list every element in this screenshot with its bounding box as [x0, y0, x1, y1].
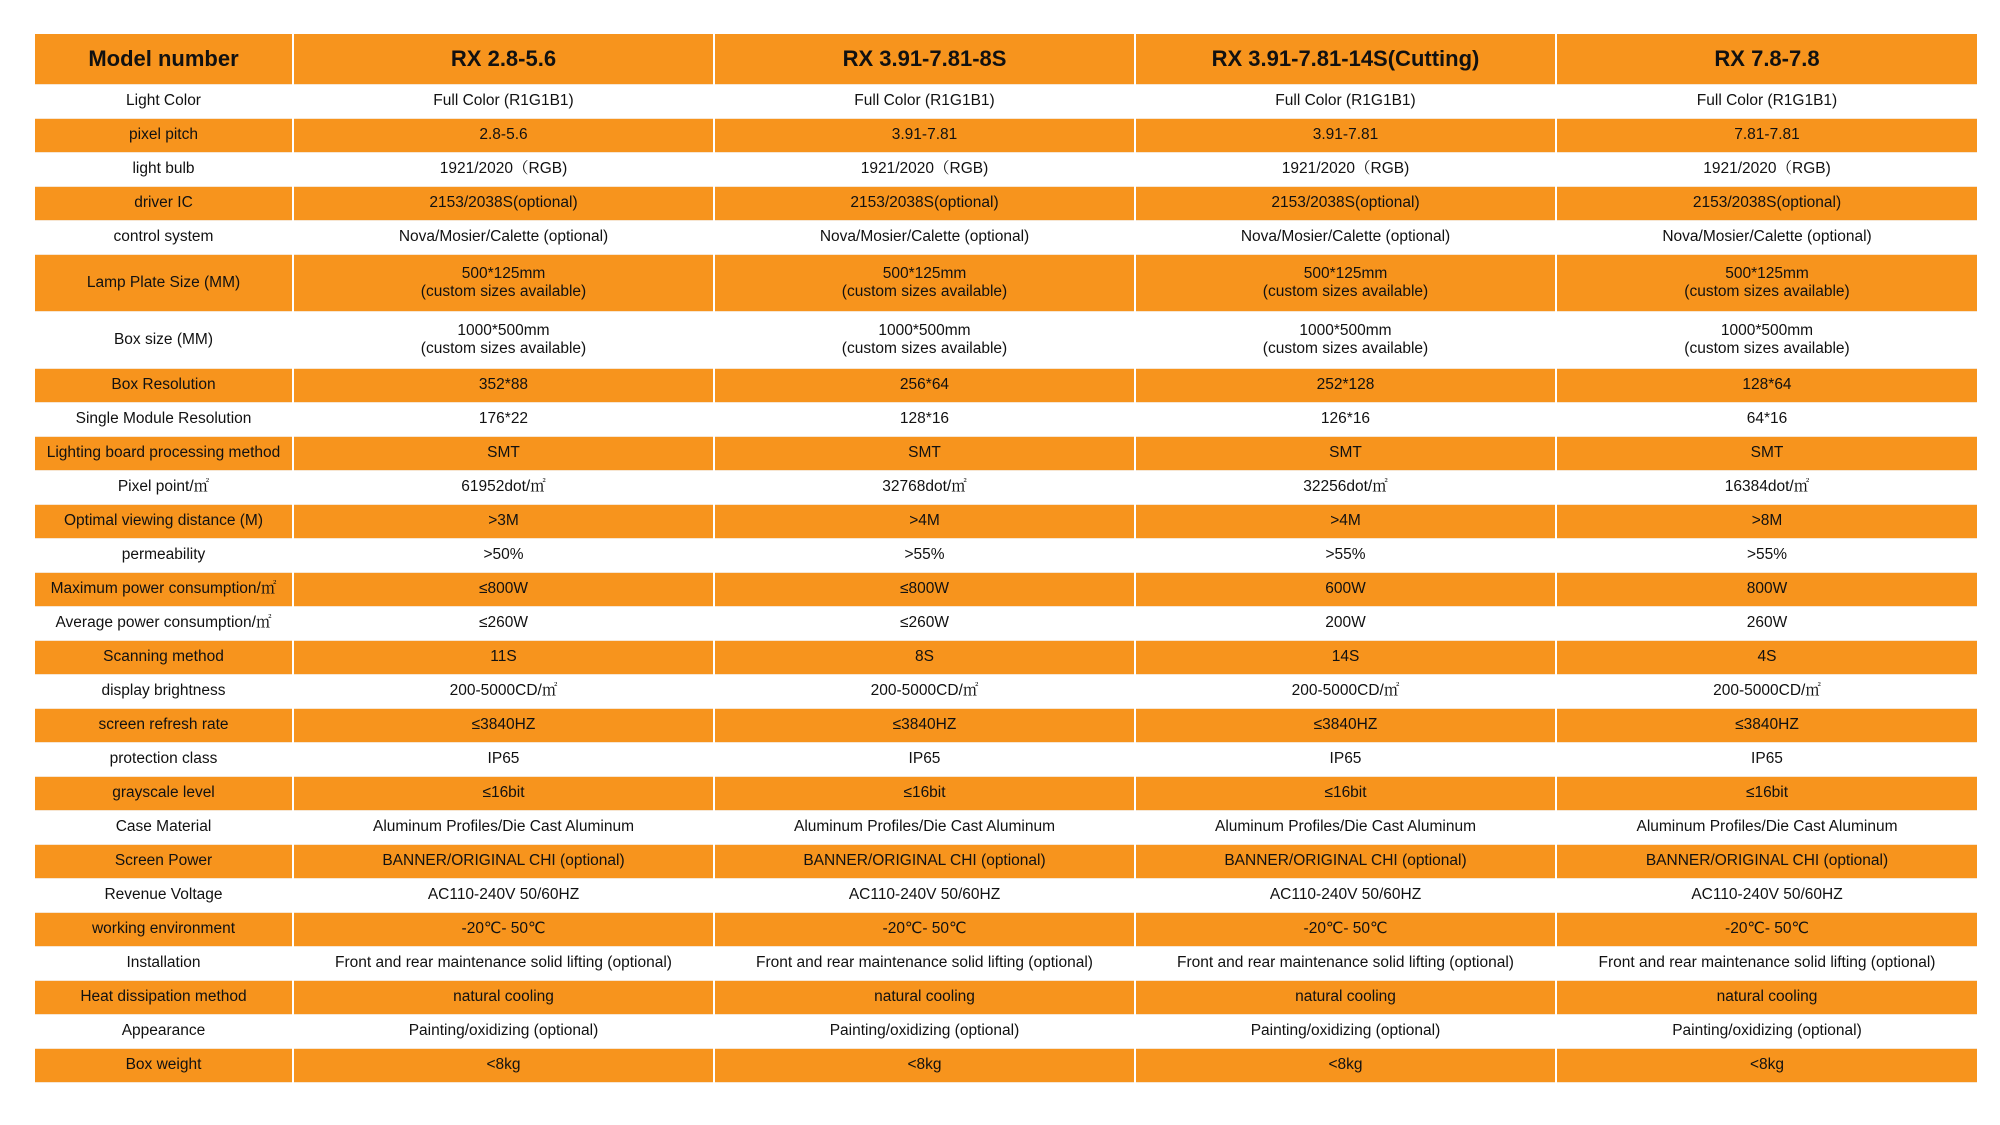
cell-value: <8kg: [714, 1048, 1135, 1082]
table-row: [35, 1048, 1977, 1082]
row-label: Box Resolution: [111, 376, 216, 393]
cell-value: IP65: [1556, 742, 1977, 776]
spec-table: [35, 34, 1977, 1083]
cell-value: >55%: [1556, 538, 1977, 572]
table-header-row: [35, 34, 1977, 84]
cell-value: <8kg: [1135, 1048, 1556, 1082]
table-row: [35, 402, 1977, 436]
table-row: [35, 118, 1977, 152]
cell-value: 1921/2020（RGB): [714, 152, 1135, 186]
table-row: [35, 742, 1977, 776]
header-model-3: RX 3.91-7.81-14S(Cutting): [1135, 34, 1556, 84]
row-label: display brightness: [101, 682, 226, 699]
row-label: Case Material: [115, 818, 212, 835]
table-row: [35, 470, 1977, 504]
cell-value: ≤260W: [714, 606, 1135, 640]
cell-line-note: (custom sizes available): [1262, 282, 1429, 300]
cell-value: 1921/2020（RGB): [293, 152, 714, 186]
cell-line-note: (custom sizes available): [841, 282, 1008, 300]
cell-value: natural cooling: [1556, 980, 1977, 1014]
table-row: [35, 311, 1977, 368]
cell-value: AC110-240V 50/60HZ: [1135, 878, 1556, 912]
row-label: protection class: [109, 750, 218, 767]
cell-value: 128*16: [714, 402, 1135, 436]
cell-value: 7.81-7.81: [1556, 118, 1977, 152]
cell-value: 2153/2038S(optional): [714, 186, 1135, 220]
table-row: [35, 220, 1977, 254]
row-label: Optimal viewing distance (M): [64, 512, 263, 529]
cell-value: Full Color (R1G1B1): [1135, 84, 1556, 118]
cell-value: SMT: [293, 436, 714, 470]
cell-value: >50%: [293, 538, 714, 572]
table-row: [35, 368, 1977, 402]
row-label: Revenue Voltage: [104, 886, 223, 903]
table-row: [35, 640, 1977, 674]
cell-value: 16384dot/㎡: [1556, 470, 1977, 504]
cell-value: [1556, 311, 1977, 368]
cell-value: 800W: [1556, 572, 1977, 606]
row-label: Heat dissipation method: [80, 988, 247, 1005]
row-label: driver IC: [134, 194, 193, 211]
cell-value: IP65: [1135, 742, 1556, 776]
table-row: [35, 1014, 1977, 1048]
table-row: [35, 538, 1977, 572]
cell-value: ≤260W: [293, 606, 714, 640]
table-row: [35, 572, 1977, 606]
cell-value: 256*64: [714, 368, 1135, 402]
cell-value: [293, 311, 714, 368]
cell-value: -20℃- 50℃: [1135, 912, 1556, 946]
table-row: [35, 674, 1977, 708]
cell-value: [714, 311, 1135, 368]
cell-line-note: (custom sizes available): [1684, 282, 1850, 300]
cell-value: Full Color (R1G1B1): [714, 84, 1135, 118]
table-row: [35, 504, 1977, 538]
cell-value: Painting/oxidizing (optional): [293, 1014, 714, 1048]
cell-value: >55%: [1135, 538, 1556, 572]
cell-value: 14S: [1135, 640, 1556, 674]
cell-value: Aluminum Profiles/Die Cast Aluminum: [1556, 810, 1977, 844]
cell-value: Front and rear maintenance solid lifting (optional): [1556, 946, 1977, 980]
cell-value: 1921/2020（RGB): [1556, 152, 1977, 186]
row-label: screen refresh rate: [98, 716, 229, 733]
cell-value: >3M: [293, 504, 714, 538]
cell-value: 8S: [714, 640, 1135, 674]
cell-line-note: (custom sizes available): [1684, 339, 1850, 357]
cell-value: <8kg: [293, 1048, 714, 1082]
cell-line-size: 1000*500mm: [878, 321, 971, 339]
table-row: [35, 912, 1977, 946]
cell-line-size: 500*125mm: [1725, 264, 1809, 282]
cell-value: -20℃- 50℃: [293, 912, 714, 946]
cell-value: 2.8-5.6: [293, 118, 714, 152]
cell-value: 126*16: [1135, 402, 1556, 436]
row-label: permeability: [121, 546, 206, 563]
cell-value: >4M: [714, 504, 1135, 538]
cell-value: ≤3840HZ: [714, 708, 1135, 742]
cell-value: ≤800W: [714, 572, 1135, 606]
cell-value: 260W: [1556, 606, 1977, 640]
cell-value: [714, 254, 1135, 311]
cell-value: BANNER/ORIGINAL CHI (optional): [293, 844, 714, 878]
cell-value: >8M: [1556, 504, 1977, 538]
cell-value: AC110-240V 50/60HZ: [1556, 878, 1977, 912]
cell-value: AC110-240V 50/60HZ: [714, 878, 1135, 912]
cell-value: Nova/Mosier/Calette (optional): [714, 220, 1135, 254]
cell-value: Aluminum Profiles/Die Cast Aluminum: [714, 810, 1135, 844]
cell-value: 200-5000CD/㎡: [1135, 674, 1556, 708]
row-label: Maximum power consumption/㎡: [50, 580, 277, 597]
cell-value: <8kg: [1556, 1048, 1977, 1082]
cell-value: 64*16: [1556, 402, 1977, 436]
cell-line-note: (custom sizes available): [420, 339, 587, 357]
cell-value: BANNER/ORIGINAL CHI (optional): [1135, 844, 1556, 878]
table-row: [35, 946, 1977, 980]
cell-value: ≤3840HZ: [1135, 708, 1556, 742]
cell-value: [293, 254, 714, 311]
cell-value: 2153/2038S(optional): [1556, 186, 1977, 220]
cell-line-note: (custom sizes available): [1262, 339, 1429, 357]
cell-value: Full Color (R1G1B1): [1556, 84, 1977, 118]
row-label: pixel pitch: [129, 126, 198, 143]
cell-value: Nova/Mosier/Calette (optional): [1135, 220, 1556, 254]
table-row: [35, 606, 1977, 640]
row-label: Pixel point/㎡: [117, 478, 210, 495]
cell-line-note: (custom sizes available): [420, 282, 587, 300]
cell-value: natural cooling: [714, 980, 1135, 1014]
header-model-4: RX 7.8-7.8: [1556, 34, 1977, 84]
table-row: [35, 152, 1977, 186]
row-label: Lighting board processing method: [46, 444, 281, 461]
cell-value: Aluminum Profiles/Die Cast Aluminum: [293, 810, 714, 844]
table-row: [35, 254, 1977, 311]
cell-value: SMT: [1135, 436, 1556, 470]
cell-line-size: 1000*500mm: [1299, 321, 1392, 339]
cell-value: 200W: [1135, 606, 1556, 640]
cell-line-size: 1000*500mm: [1720, 321, 1814, 339]
cell-line-size: 1000*500mm: [457, 321, 550, 339]
table-row: [35, 708, 1977, 742]
row-label: Appearance: [121, 1022, 206, 1039]
cell-value: ≤800W: [293, 572, 714, 606]
row-label: grayscale level: [112, 784, 215, 801]
table-row: [35, 776, 1977, 810]
cell-line-note: (custom sizes available): [841, 339, 1008, 357]
table-row: [35, 844, 1977, 878]
header-label: Model number: [88, 45, 239, 71]
table-row: [35, 878, 1977, 912]
cell-value: 128*64: [1556, 368, 1977, 402]
cell-value: 352*88: [293, 368, 714, 402]
cell-value: [1135, 311, 1556, 368]
cell-value: Painting/oxidizing (optional): [1556, 1014, 1977, 1048]
row-label: Lamp Plate Size (MM): [86, 273, 241, 291]
cell-value: Front and rear maintenance solid lifting (optional): [714, 946, 1135, 980]
cell-value: 11S: [293, 640, 714, 674]
header-model-2: RX 3.91-7.81-8S: [714, 34, 1135, 84]
row-label: control system: [113, 228, 214, 245]
cell-value: BANNER/ORIGINAL CHI (optional): [714, 844, 1135, 878]
row-label: Single Module Resolution: [75, 410, 252, 427]
cell-value: AC110-240V 50/60HZ: [293, 878, 714, 912]
row-label: Installation: [126, 954, 201, 971]
cell-value: Painting/oxidizing (optional): [714, 1014, 1135, 1048]
cell-value: ≤16bit: [714, 776, 1135, 810]
cell-value: 200-5000CD/㎡: [1556, 674, 1977, 708]
cell-value: -20℃- 50℃: [714, 912, 1135, 946]
cell-value: -20℃- 50℃: [1556, 912, 1977, 946]
cell-value: natural cooling: [1135, 980, 1556, 1014]
cell-value: 176*22: [293, 402, 714, 436]
cell-value: 200-5000CD/㎡: [714, 674, 1135, 708]
cell-value: natural cooling: [293, 980, 714, 1014]
row-label: Scanning method: [103, 648, 224, 665]
table-row: [35, 980, 1977, 1014]
cell-value: 200-5000CD/㎡: [293, 674, 714, 708]
table-row: [35, 436, 1977, 470]
cell-value: ≤3840HZ: [1556, 708, 1977, 742]
cell-value: [1556, 254, 1977, 311]
cell-line-size: 500*125mm: [1303, 264, 1388, 282]
table-row: [35, 810, 1977, 844]
cell-value: Painting/oxidizing (optional): [1135, 1014, 1556, 1048]
cell-value: Front and rear maintenance solid lifting (optional): [1135, 946, 1556, 980]
cell-value: BANNER/ORIGINAL CHI (optional): [1556, 844, 1977, 878]
row-label: working environment: [91, 920, 235, 937]
cell-value: SMT: [714, 436, 1135, 470]
cell-value: >55%: [714, 538, 1135, 572]
cell-value: Full Color (R1G1B1): [293, 84, 714, 118]
cell-value: Nova/Mosier/Calette (optional): [293, 220, 714, 254]
cell-value: Front and rear maintenance solid lifting (optional): [293, 946, 714, 980]
cell-value: ≤3840HZ: [293, 708, 714, 742]
cell-value: 32768dot/㎡: [714, 470, 1135, 504]
row-label: Box size (MM): [113, 330, 214, 348]
cell-value: 252*128: [1135, 368, 1556, 402]
cell-value: IP65: [293, 742, 714, 776]
cell-value: Aluminum Profiles/Die Cast Aluminum: [1135, 810, 1556, 844]
cell-value: ≤16bit: [1135, 776, 1556, 810]
cell-value: 32256dot/㎡: [1135, 470, 1556, 504]
cell-value: IP65: [714, 742, 1135, 776]
table-row: [35, 186, 1977, 220]
cell-value: ≤16bit: [293, 776, 714, 810]
cell-value: 2153/2038S(optional): [1135, 186, 1556, 220]
cell-value: SMT: [1556, 436, 1977, 470]
header-model-1: RX 2.8-5.6: [293, 34, 714, 84]
cell-value: [1135, 254, 1556, 311]
cell-value: 3.91-7.81: [1135, 118, 1556, 152]
row-label: Light Color: [126, 92, 201, 109]
cell-value: 2153/2038S(optional): [293, 186, 714, 220]
cell-line-size: 500*125mm: [461, 264, 546, 282]
row-label: Average power consumption/㎡: [55, 614, 272, 631]
row-label: Box weight: [125, 1056, 202, 1073]
cell-value: ≤16bit: [1556, 776, 1977, 810]
cell-value: Nova/Mosier/Calette (optional): [1556, 220, 1977, 254]
table-row: [35, 84, 1977, 118]
cell-value: 600W: [1135, 572, 1556, 606]
cell-value: 4S: [1556, 640, 1977, 674]
row-label: light bulb: [132, 160, 195, 177]
cell-value: 61952dot/㎡: [293, 470, 714, 504]
cell-value: 3.91-7.81: [714, 118, 1135, 152]
cell-value: 1921/2020（RGB): [1135, 152, 1556, 186]
cell-line-size: 500*125mm: [882, 264, 967, 282]
cell-value: >4M: [1135, 504, 1556, 538]
row-label: Screen Power: [114, 852, 213, 869]
